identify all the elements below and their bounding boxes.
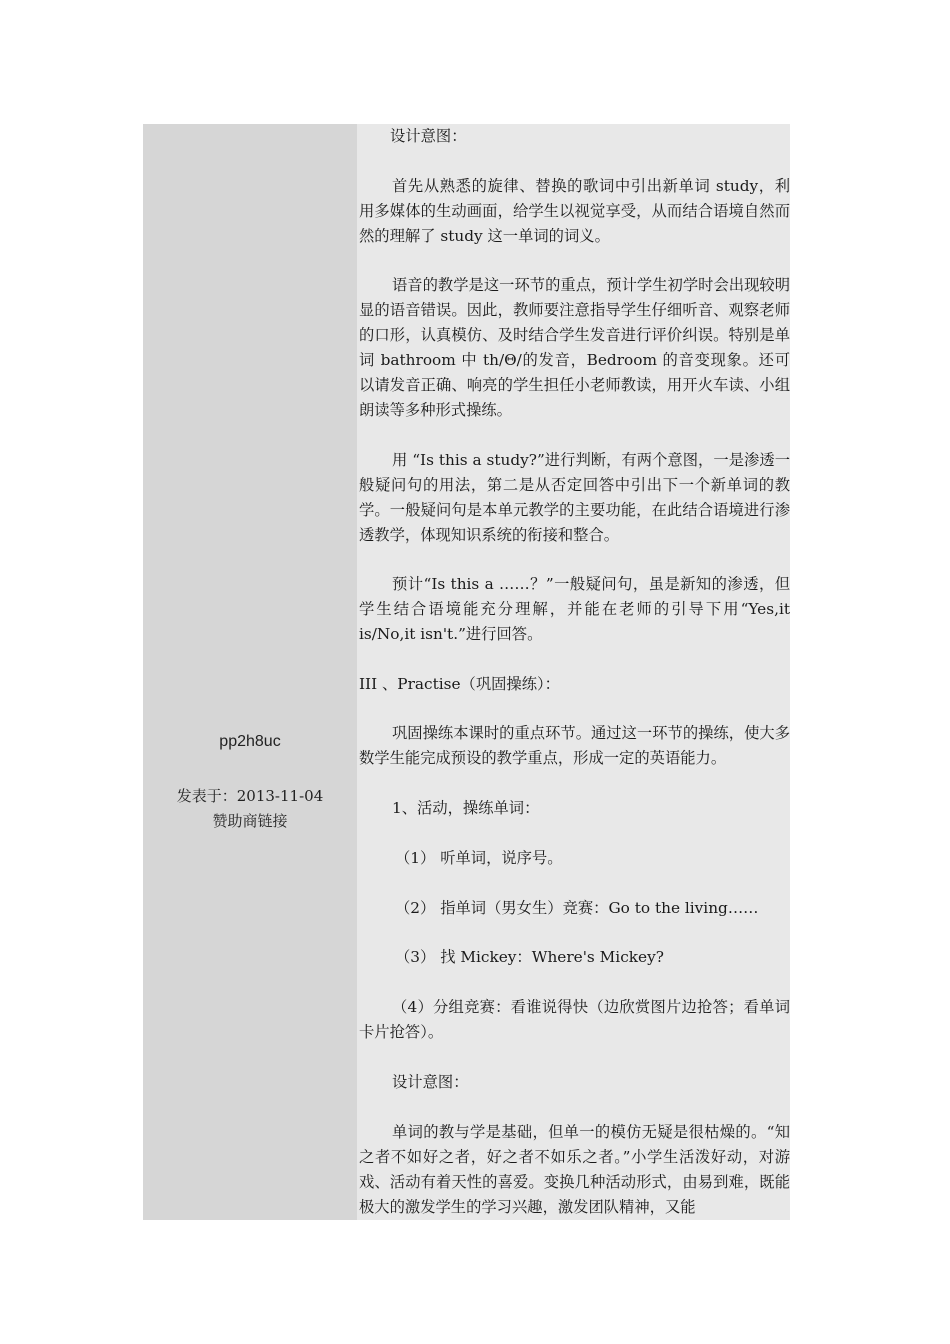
paragraph-5: 巩固操练本课时的重点环节。通过这一环节的操练，使大多数学生能完成预设的教学重点，形成一定的英语能力。 xyxy=(359,724,790,767)
design-intent-heading: 设计意图： xyxy=(390,127,467,145)
paragraph-6: 单词的教与学是基础，但单一的模仿无疑是很枯燥的。“知之者不如好之者，好之者不如乐之者。”小学生活泼好动，对游戏、活动有着天性的喜爱。变换几种活动形式，由易到难，既能极大的激发学生的学习兴趣，激发团队精神，又能 xyxy=(359,1123,790,1216)
author-sidebar xyxy=(143,124,357,1220)
activity-item-4: （4）分组竞赛：看谁说得快（边欣赏图片边抢答；看单词卡片抢答）。 xyxy=(359,998,790,1041)
sponsor-link[interactable]: 赞助商链接 xyxy=(212,812,288,830)
post-date: 发表于：2013-11-04 xyxy=(176,787,324,805)
section-heading: III 、Practise（巩固操练）： xyxy=(359,675,560,693)
activity-item-2: （2） 指单词（男女生）竞赛：Go to the living…… xyxy=(395,899,759,917)
activity-item-1: （1） 听单词，说序号。 xyxy=(395,849,563,867)
post-table xyxy=(143,124,790,1220)
post-meta xyxy=(143,784,357,834)
paragraph-3: 用 “Is this a study?”进行判断，有两个意图，一是渗透一般疑问句的用法，第二是从否定回答中引出下一个新单词的教学。一般疑问句是本单元教学的主要功能，在此结合语境进行渗透教学，体现知识系统的衔接和整合。 xyxy=(359,451,790,544)
design-intent-heading-2: 设计意图： xyxy=(392,1073,469,1091)
activity-item-3: （3） 找 Mickey：Where's Mickey? xyxy=(395,948,664,966)
activity-heading: 1、活动，操练单词： xyxy=(392,799,540,817)
paragraph-1: 首先从熟悉的旋律、替换的歌词中引出新单词 study，利用多媒体的生动画面，给学生以视觉享受，从而结合语境自然而然的理解了 study 这一单词的词义。 xyxy=(359,177,790,245)
paragraph-2: 语音的教学是这一环节的重点，预计学生初学时会出现较明显的语音错误。因此，教师要注意指导学生仔细听音、观察老师的口形，认真模仿、及时结合学生发音进行评价纠误。特别是单词 bathroom 中 th/Θ/的发音，Bedroom 的音变现象。还可以请发音正确、响亮的学生担任小老师教读，用开火车读、小组朗读等多种形式操练。 xyxy=(359,276,790,419)
post-body xyxy=(357,124,790,1220)
paragraph-4: 预计“Is this a ……？”一般疑问句，虽是新知的渗透，但学生结合语境能充分理解，并能在老师的引导下用“Yes,it is/No,it isn't.”进行回答。 xyxy=(359,575,790,643)
author-name[interactable]: pp2h8uc xyxy=(219,733,281,750)
